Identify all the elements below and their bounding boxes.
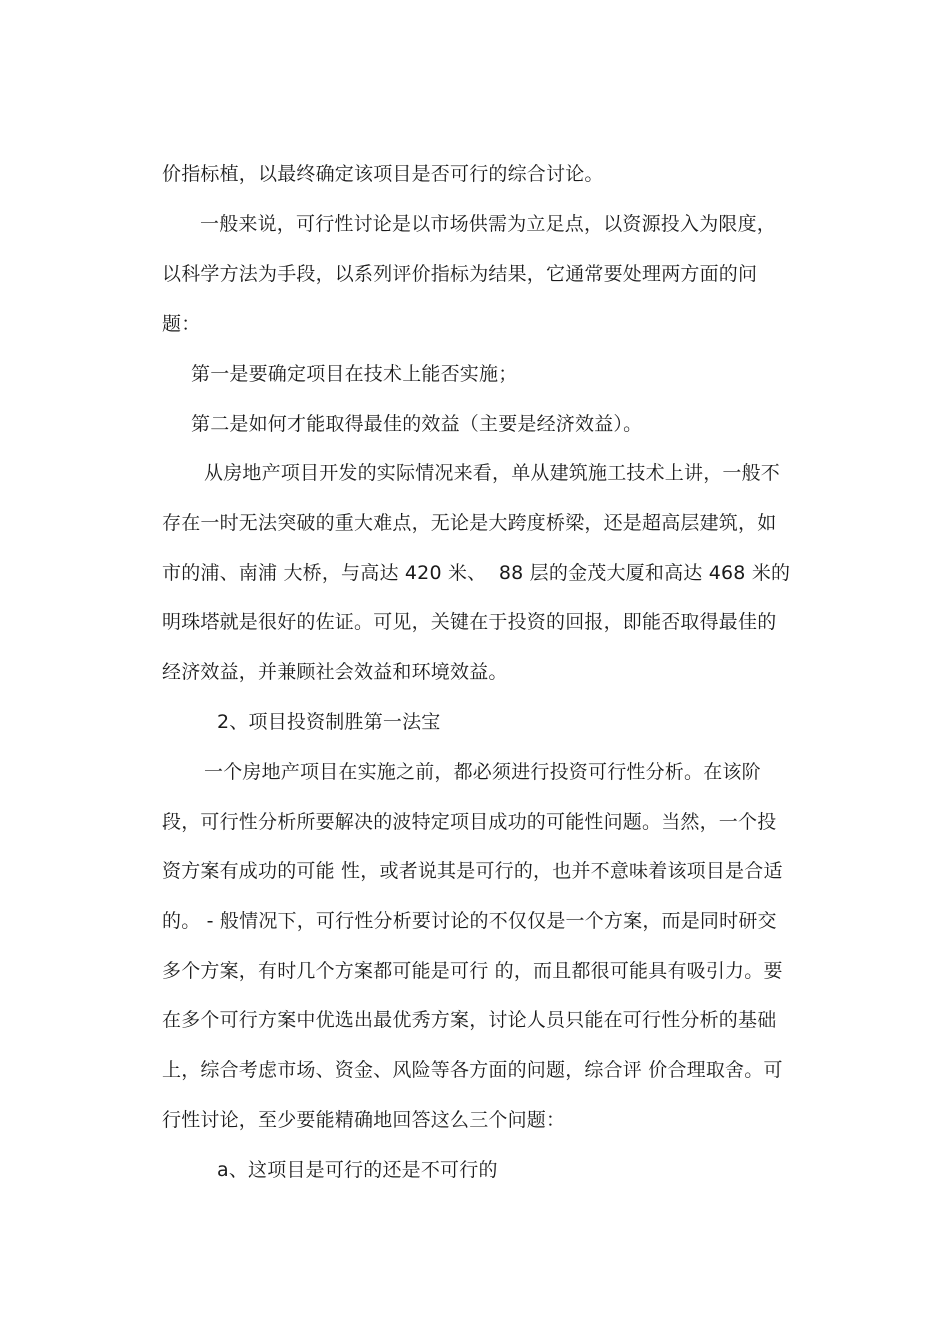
text-line: 经济效益，并兼顾社会效益和环境效益。 bbox=[162, 661, 508, 683]
text-line: 以科学方法为手段，以系列评价指标为结果，它通常要处理两方面的问 bbox=[162, 263, 758, 285]
text-line: 存在一时无法突破的重大难点，无论是大跨度桥梁，还是超高层建筑，如 bbox=[162, 512, 777, 534]
text-line: 段，可行性分析所要解决的波特定项目成功的可能性问题。当然，一个投 bbox=[162, 811, 777, 833]
text-line: 的。 - 般情况下，可行性分析要讨论的不仅仅是一个方案，而是同时研交 bbox=[162, 910, 777, 932]
text-line: 上，综合考虑市场、资金、风险等各方面的问题，综合评 价合理取舍。可 bbox=[162, 1059, 783, 1081]
text-line: 题： bbox=[162, 313, 201, 335]
text-line: 价指标植，以最终确定该项目是否可行的综合讨论。 bbox=[162, 163, 604, 185]
text-line: 市的浦、南浦 大桥，与高达 420 米、 88 层的金茂大厦和高达 468 米的 bbox=[162, 562, 791, 584]
text-line: 资方案有成功的可能 性，或者说其是可行的，也并不意味着该项目是合适 bbox=[162, 860, 783, 882]
list-item: a、这项目是可行的还是不可行的 bbox=[217, 1159, 498, 1181]
text-line: 一般来说，可行性讨论是以市场供需为立足点，以资源投入为限度， bbox=[200, 213, 777, 235]
text-line: 在多个可行方案中优选出最优秀方案，讨论人员只能在可行性分析的基础 bbox=[162, 1009, 777, 1031]
text-line: 明珠塔就是很好的佐证。可见，关键在于投资的回报，即能否取得最佳的 bbox=[162, 611, 777, 633]
text-line: 第二是如何才能取得最佳的效益（主要是经济效益）。 bbox=[191, 413, 643, 435]
section-heading: 2、项目投资制胜第一法宝 bbox=[217, 711, 441, 733]
text-line: 第一是要确定项目在技术上能否实施； bbox=[191, 363, 518, 385]
text-line: 多个方案，有时几个方案都可能是可行 的，而且都很可能具有吸引力。要 bbox=[162, 960, 783, 982]
text-line: 一个房地产项目在实施之前，都必须进行投资可行性分析。在该阶 bbox=[204, 761, 761, 783]
text-line: 行性讨论，至少要能精确地回答这么三个问题： bbox=[162, 1109, 566, 1131]
text-line: 从房地产项目开发的实际情况来看，单从建筑施工技术上讲，一般不 bbox=[204, 462, 781, 484]
